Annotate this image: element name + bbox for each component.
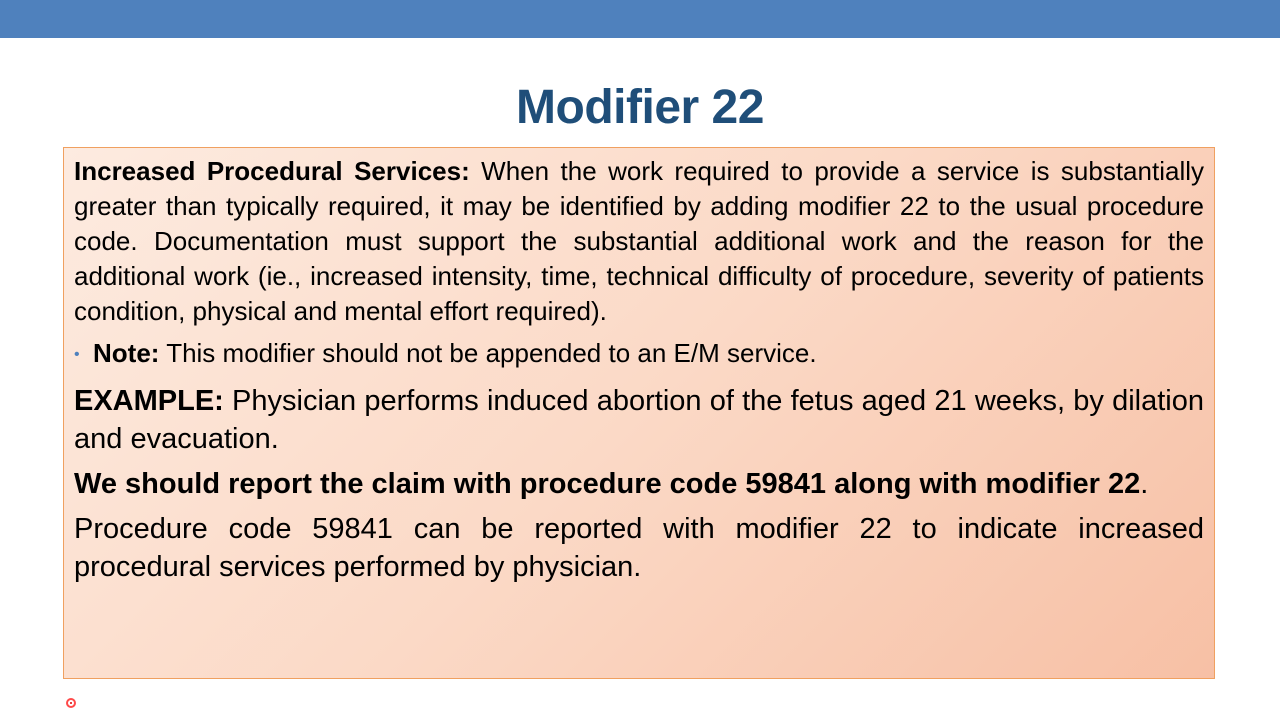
- note-bullet-item: [74, 336, 1204, 375]
- procedure-paragraph: Procedure code 59841 can be reported with modifier 22 to indicate increased procedural services performed by physician.: [74, 513, 1204, 583]
- example-text: Physician performs induced abortion of the fetus aged 21 weeks, by dilation and evacuation.: [74, 385, 1204, 455]
- definition-label: Increased Procedural Services:: [74, 156, 470, 186]
- header-band: [0, 0, 1280, 38]
- bullet-icon: •: [74, 346, 80, 363]
- note-label: Note:: [93, 338, 160, 368]
- report-text: We should report the claim with procedure code 59841 along with modifier 22: [74, 468, 1141, 500]
- example-label: EXAMPLE:: [74, 385, 224, 417]
- note-text: This modifier should not be appended to an E/M service.: [159, 338, 817, 368]
- definition-text: When the work required to provide a service is substantially greater than typically required, it may be identified by adding modifier 22 to the usual procedure code. Documentation must support the substantial additional work and the reason for the additional work (ie., increased intensity, time, technical difficulty of procedure, severity of patients condition, physical and mental effort required).: [74, 156, 1204, 326]
- slide-title: Modifier 22: [516, 81, 764, 134]
- laser-pointer-icon: [66, 698, 76, 708]
- example-paragraph: [74, 382, 1204, 458]
- report-tail: .: [1140, 468, 1149, 500]
- note-content: [93, 336, 817, 371]
- report-paragraph: [74, 465, 1204, 503]
- content-box: [63, 147, 1215, 679]
- definition-paragraph: [74, 154, 1204, 329]
